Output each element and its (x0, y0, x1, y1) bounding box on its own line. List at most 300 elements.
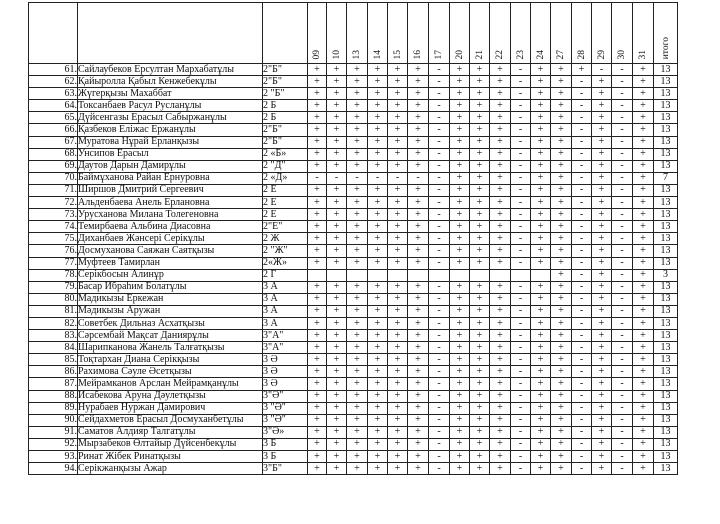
attendance-mark: + (368, 305, 388, 317)
attendance-mark: - (511, 390, 531, 402)
attendance-mark: - (511, 426, 531, 438)
attendance-mark: + (388, 245, 408, 257)
attendance-mark: + (470, 197, 490, 209)
table-row (29, 124, 678, 136)
row-number: 67. (29, 136, 78, 148)
attendance-mark: + (633, 184, 654, 196)
attendance-mark: + (308, 281, 327, 293)
attendance-mark: + (450, 402, 470, 414)
attendance-mark: - (612, 390, 633, 402)
attendance-mark: + (592, 172, 612, 184)
class-cell: 3"Ә" (263, 390, 308, 402)
attendance-mark: + (327, 390, 347, 402)
attendance-mark: - (388, 172, 408, 184)
attendance-mark: + (308, 354, 327, 366)
attendance-mark: + (531, 305, 551, 317)
attendance-mark: + (531, 426, 551, 438)
attendance-mark: + (551, 233, 572, 245)
attendance-mark: + (308, 342, 327, 354)
attendance-mark: - (327, 172, 347, 184)
attendance-mark: + (450, 64, 470, 76)
student-name: Мейрамканов Арслан Мейрамқанұлы (78, 378, 263, 390)
attendance-mark: + (470, 257, 490, 269)
attendance-mark: + (388, 378, 408, 390)
row-number: 80. (29, 293, 78, 305)
attendance-mark: + (470, 463, 490, 475)
attendance-mark: + (308, 366, 327, 378)
attendance-mark: + (408, 100, 429, 112)
row-number: 89. (29, 402, 78, 414)
class-cell: 3 Ә (263, 366, 308, 378)
header-day-cell (388, 3, 408, 64)
attendance-mark: + (450, 148, 470, 160)
attendance-mark: + (450, 317, 470, 329)
attendance-mark: + (327, 245, 347, 257)
attendance-mark: + (388, 221, 408, 233)
attendance-mark: + (388, 88, 408, 100)
attendance-mark: - (511, 463, 531, 475)
attendance-mark: - (572, 354, 592, 366)
header-total-cell (654, 3, 678, 64)
total-cell: 13 (654, 426, 678, 438)
attendance-mark: + (531, 88, 551, 100)
table-row (29, 209, 678, 221)
header-day-cell (592, 3, 612, 64)
row-number: 81. (29, 305, 78, 317)
row-number: 70. (29, 172, 78, 184)
attendance-mark: + (408, 438, 429, 450)
attendance-mark: + (531, 136, 551, 148)
header-number-cell (29, 3, 78, 64)
header-day-cell (490, 3, 511, 64)
attendance-mark: + (470, 390, 490, 402)
attendance-mark: + (368, 451, 388, 463)
student-name: Мәдикызы Аружан (78, 305, 263, 317)
attendance-mark: + (490, 390, 511, 402)
attendance-mark: + (592, 245, 612, 257)
attendance-mark: + (347, 293, 368, 305)
row-number: 76. (29, 245, 78, 257)
day-label: 10 (331, 49, 342, 59)
total-cell: 13 (654, 390, 678, 402)
attendance-mark: + (347, 354, 368, 366)
class-cell: 2 Е (263, 184, 308, 196)
row-number: 86. (29, 366, 78, 378)
attendance-mark: + (450, 463, 470, 475)
attendance-mark: - (572, 402, 592, 414)
table-row (29, 414, 678, 426)
class-cell: 3 А (263, 317, 308, 329)
attendance-mark: - (511, 64, 531, 76)
attendance-mark: + (633, 221, 654, 233)
attendance-mark: + (327, 112, 347, 124)
student-name: Темирбаева Альбина Диасовна (78, 221, 263, 233)
table-row (29, 342, 678, 354)
attendance-mark: - (572, 245, 592, 257)
day-label: 13 (352, 49, 362, 59)
attendance-mark: + (408, 402, 429, 414)
attendance-mark: - (429, 184, 450, 196)
attendance-mark: - (408, 172, 429, 184)
attendance-mark: - (429, 88, 450, 100)
total-cell: 13 (654, 330, 678, 342)
attendance-mark: + (633, 354, 654, 366)
attendance-mark: + (347, 426, 368, 438)
attendance-mark: + (470, 124, 490, 136)
attendance-mark: + (308, 438, 327, 450)
attendance-mark: + (633, 281, 654, 293)
student-name: Ширшов Дмитрий Сергеевич (78, 184, 263, 196)
attendance-mark: + (327, 64, 347, 76)
attendance-mark: - (612, 293, 633, 305)
attendance-mark: + (347, 64, 368, 76)
attendance-mark (327, 269, 347, 281)
attendance-mark: + (531, 172, 551, 184)
row-number: 87. (29, 378, 78, 390)
attendance-mark: - (612, 402, 633, 414)
attendance-mark: + (531, 221, 551, 233)
attendance-mark: + (368, 378, 388, 390)
attendance-mark: + (388, 160, 408, 172)
attendance-mark: + (592, 184, 612, 196)
attendance-mark: + (551, 172, 572, 184)
attendance-mark: + (633, 100, 654, 112)
attendance-mark: + (327, 221, 347, 233)
attendance-mark: + (327, 257, 347, 269)
day-label: 30 (617, 49, 627, 59)
attendance-mark: + (470, 184, 490, 196)
attendance-mark: + (388, 293, 408, 305)
header-day-cell (450, 3, 470, 64)
attendance-mark: + (408, 426, 429, 438)
student-name: Сәрсембай Мақсат Даниярұлы (78, 330, 263, 342)
student-name: Саматов Алдияр Талгатұлы (78, 426, 263, 438)
attendance-mark: + (368, 293, 388, 305)
attendance-mark: - (612, 451, 633, 463)
day-label: 21 (474, 49, 485, 59)
attendance-mark: + (308, 463, 327, 475)
header-name-cell (78, 3, 263, 64)
attendance-mark: + (347, 438, 368, 450)
attendance-mark (450, 269, 470, 281)
attendance-mark: - (511, 136, 531, 148)
attendance-mark: + (368, 245, 388, 257)
total-cell: 13 (654, 136, 678, 148)
attendance-mark: + (450, 342, 470, 354)
attendance-mark: + (347, 414, 368, 426)
attendance-mark: + (551, 342, 572, 354)
attendance-mark: + (551, 269, 572, 281)
attendance-mark: - (572, 366, 592, 378)
day-label: 23 (515, 49, 526, 59)
attendance-mark: + (308, 221, 327, 233)
attendance-mark: + (327, 451, 347, 463)
attendance-mark: + (347, 281, 368, 293)
attendance-mark: + (388, 402, 408, 414)
attendance-mark: + (551, 281, 572, 293)
attendance-mark: + (551, 257, 572, 269)
attendance-mark: + (388, 426, 408, 438)
attendance-mark (347, 269, 368, 281)
attendance-mark: + (592, 100, 612, 112)
attendance-mark: + (633, 233, 654, 245)
row-number: 83. (29, 330, 78, 342)
attendance-mark: - (429, 124, 450, 136)
student-name: Урусханова Милана Толегеновна (78, 209, 263, 221)
attendance-mark: + (408, 366, 429, 378)
total-cell: 13 (654, 257, 678, 269)
attendance-mark: - (429, 451, 450, 463)
attendance-mark: + (633, 366, 654, 378)
attendance-mark: + (347, 257, 368, 269)
row-number: 77. (29, 257, 78, 269)
header-row (29, 3, 678, 64)
attendance-mark: + (450, 197, 470, 209)
row-number: 88. (29, 390, 78, 402)
attendance-mark: + (408, 293, 429, 305)
attendance-mark: - (612, 354, 633, 366)
student-name: Серікжанқызы Ажар (78, 463, 263, 475)
attendance-mark: + (470, 160, 490, 172)
attendance-mark: + (388, 76, 408, 88)
table-row (29, 330, 678, 342)
attendance-mark: + (408, 463, 429, 475)
attendance-mark: + (408, 414, 429, 426)
attendance-mark: + (592, 148, 612, 160)
attendance-mark: + (551, 402, 572, 414)
attendance-mark: + (368, 317, 388, 329)
attendance-mark: + (490, 184, 511, 196)
attendance-mark: + (551, 160, 572, 172)
attendance-mark: - (511, 197, 531, 209)
attendance-mark: + (388, 305, 408, 317)
attendance-mark: + (388, 197, 408, 209)
attendance-mark: + (368, 402, 388, 414)
attendance-mark: + (531, 438, 551, 450)
attendance-mark: - (429, 438, 450, 450)
attendance-mark: - (429, 463, 450, 475)
student-name: Альденбаева Анель Ерлановна (78, 197, 263, 209)
attendance-mark: + (450, 221, 470, 233)
attendance-mark: + (592, 305, 612, 317)
attendance-mark: + (327, 354, 347, 366)
class-cell: 3 А (263, 293, 308, 305)
attendance-mark: + (551, 293, 572, 305)
attendance-mark: + (490, 160, 511, 172)
attendance-mark: + (470, 172, 490, 184)
attendance-mark: + (531, 160, 551, 172)
attendance-mark: + (327, 342, 347, 354)
attendance-mark: + (633, 197, 654, 209)
attendance-mark: + (551, 76, 572, 88)
attendance-mark: - (612, 366, 633, 378)
attendance-mark: + (633, 330, 654, 342)
attendance-mark: + (408, 88, 429, 100)
table-body (29, 64, 678, 475)
attendance-mark: + (531, 366, 551, 378)
class-cell: 3 "Ә" (263, 414, 308, 426)
table-row (29, 317, 678, 329)
attendance-mark: - (511, 76, 531, 88)
attendance-mark: - (511, 160, 531, 172)
attendance-mark: + (490, 221, 511, 233)
attendance-mark: + (368, 257, 388, 269)
attendance-mark: + (308, 390, 327, 402)
table-row (29, 100, 678, 112)
attendance-mark: - (612, 112, 633, 124)
attendance-mark: + (450, 100, 470, 112)
total-cell: 3 (654, 269, 678, 281)
attendance-mark: + (450, 112, 470, 124)
total-cell: 13 (654, 148, 678, 160)
attendance-mark: - (429, 426, 450, 438)
student-name: Унсипов Ерасыл (78, 148, 263, 160)
attendance-mark: + (388, 451, 408, 463)
student-name: Рахимова Сәуле Әсетқызы (78, 366, 263, 378)
row-number: 69. (29, 160, 78, 172)
attendance-mark: + (592, 136, 612, 148)
attendance-mark: + (470, 317, 490, 329)
attendance-mark: + (347, 233, 368, 245)
attendance-mark: + (327, 160, 347, 172)
attendance-mark: + (592, 378, 612, 390)
attendance-mark: + (633, 76, 654, 88)
attendance-mark: + (408, 245, 429, 257)
class-cell: 2 Е (263, 197, 308, 209)
table-row (29, 378, 678, 390)
attendance-mark: + (308, 414, 327, 426)
row-number: 65. (29, 112, 78, 124)
attendance-mark: + (470, 221, 490, 233)
attendance-mark: + (308, 100, 327, 112)
class-cell: 2 «Б» (263, 148, 308, 160)
table-row (29, 64, 678, 76)
attendance-mark: + (408, 317, 429, 329)
attendance-mark: + (592, 402, 612, 414)
row-number: 63. (29, 88, 78, 100)
attendance-mark: - (429, 148, 450, 160)
attendance-mark: + (347, 366, 368, 378)
total-cell: 13 (654, 451, 678, 463)
attendance-mark: - (612, 148, 633, 160)
total-cell: 13 (654, 402, 678, 414)
attendance-mark: - (572, 209, 592, 221)
student-name: Мырзабеков Өлтайыр Дүйсенбекұлы (78, 438, 263, 450)
attendance-mark: - (429, 366, 450, 378)
attendance-mark: + (490, 172, 511, 184)
attendance-mark: + (388, 330, 408, 342)
header-day-cell (572, 3, 592, 64)
attendance-mark (511, 269, 531, 281)
attendance-mark: + (408, 221, 429, 233)
attendance-mark: - (612, 209, 633, 221)
class-cell: 2"Б" (263, 136, 308, 148)
attendance-mark: - (612, 76, 633, 88)
table-row (29, 245, 678, 257)
total-cell: 13 (654, 184, 678, 196)
attendance-mark: - (572, 378, 592, 390)
attendance-mark: - (511, 281, 531, 293)
class-cell: 2 Г (263, 269, 308, 281)
attendance-mark: + (551, 124, 572, 136)
attendance-mark: + (388, 124, 408, 136)
attendance-mark: + (388, 100, 408, 112)
attendance-mark: - (572, 257, 592, 269)
attendance-mark: + (551, 245, 572, 257)
attendance-mark: + (450, 233, 470, 245)
attendance-mark: + (490, 414, 511, 426)
total-cell: 13 (654, 366, 678, 378)
attendance-mark: - (511, 100, 531, 112)
attendance-mark: + (470, 330, 490, 342)
attendance-mark: - (429, 317, 450, 329)
attendance-mark: + (633, 88, 654, 100)
attendance-mark: + (470, 209, 490, 221)
total-cell: 13 (654, 197, 678, 209)
attendance-mark: - (612, 160, 633, 172)
table-row (29, 463, 678, 475)
student-name: Токсанбаев Расул Русланұлы (78, 100, 263, 112)
total-cell: 13 (654, 463, 678, 475)
attendance-mark: + (531, 330, 551, 342)
attendance-mark: + (308, 184, 327, 196)
attendance-mark: + (470, 136, 490, 148)
row-number: 85. (29, 354, 78, 366)
class-cell: 3 Б (263, 438, 308, 450)
total-cell: 13 (654, 64, 678, 76)
attendance-mark: + (490, 88, 511, 100)
attendance-mark: + (408, 76, 429, 88)
attendance-mark: + (450, 378, 470, 390)
attendance-mark: + (450, 438, 470, 450)
attendance-mark: + (327, 330, 347, 342)
header-day-cell (612, 3, 633, 64)
attendance-mark: + (408, 197, 429, 209)
day-label: 28 (576, 49, 587, 59)
attendance-mark: - (511, 221, 531, 233)
attendance-mark: + (633, 463, 654, 475)
attendance-mark: - (347, 172, 368, 184)
student-name: Досмуханова Саяжан Саятқызы (78, 245, 263, 257)
class-cell: 2 "Б" (263, 88, 308, 100)
attendance-mark: + (551, 330, 572, 342)
attendance-mark (470, 269, 490, 281)
student-name: Ринат Жібек Ринатқызы (78, 451, 263, 463)
attendance-mark: + (327, 438, 347, 450)
attendance-mark: + (327, 317, 347, 329)
attendance-mark: + (633, 342, 654, 354)
total-cell: 13 (654, 378, 678, 390)
student-name: Серікбосын Алинұр (78, 269, 263, 281)
student-name: Шарипканова Жанель Талғатқызы (78, 342, 263, 354)
attendance-mark: + (470, 305, 490, 317)
attendance-mark: + (470, 451, 490, 463)
attendance-mark: + (327, 76, 347, 88)
attendance-mark: + (347, 124, 368, 136)
class-cell: 3 "Ә" (263, 402, 308, 414)
attendance-mark: + (470, 64, 490, 76)
attendance-mark: - (612, 438, 633, 450)
attendance-mark: + (408, 233, 429, 245)
attendance-mark: - (429, 390, 450, 402)
attendance-mark: + (490, 148, 511, 160)
attendance-mark: + (327, 414, 347, 426)
attendance-mark: + (327, 293, 347, 305)
attendance-mark: - (511, 88, 531, 100)
attendance-mark: + (592, 281, 612, 293)
attendance-mark: + (592, 233, 612, 245)
attendance-mark: - (429, 160, 450, 172)
